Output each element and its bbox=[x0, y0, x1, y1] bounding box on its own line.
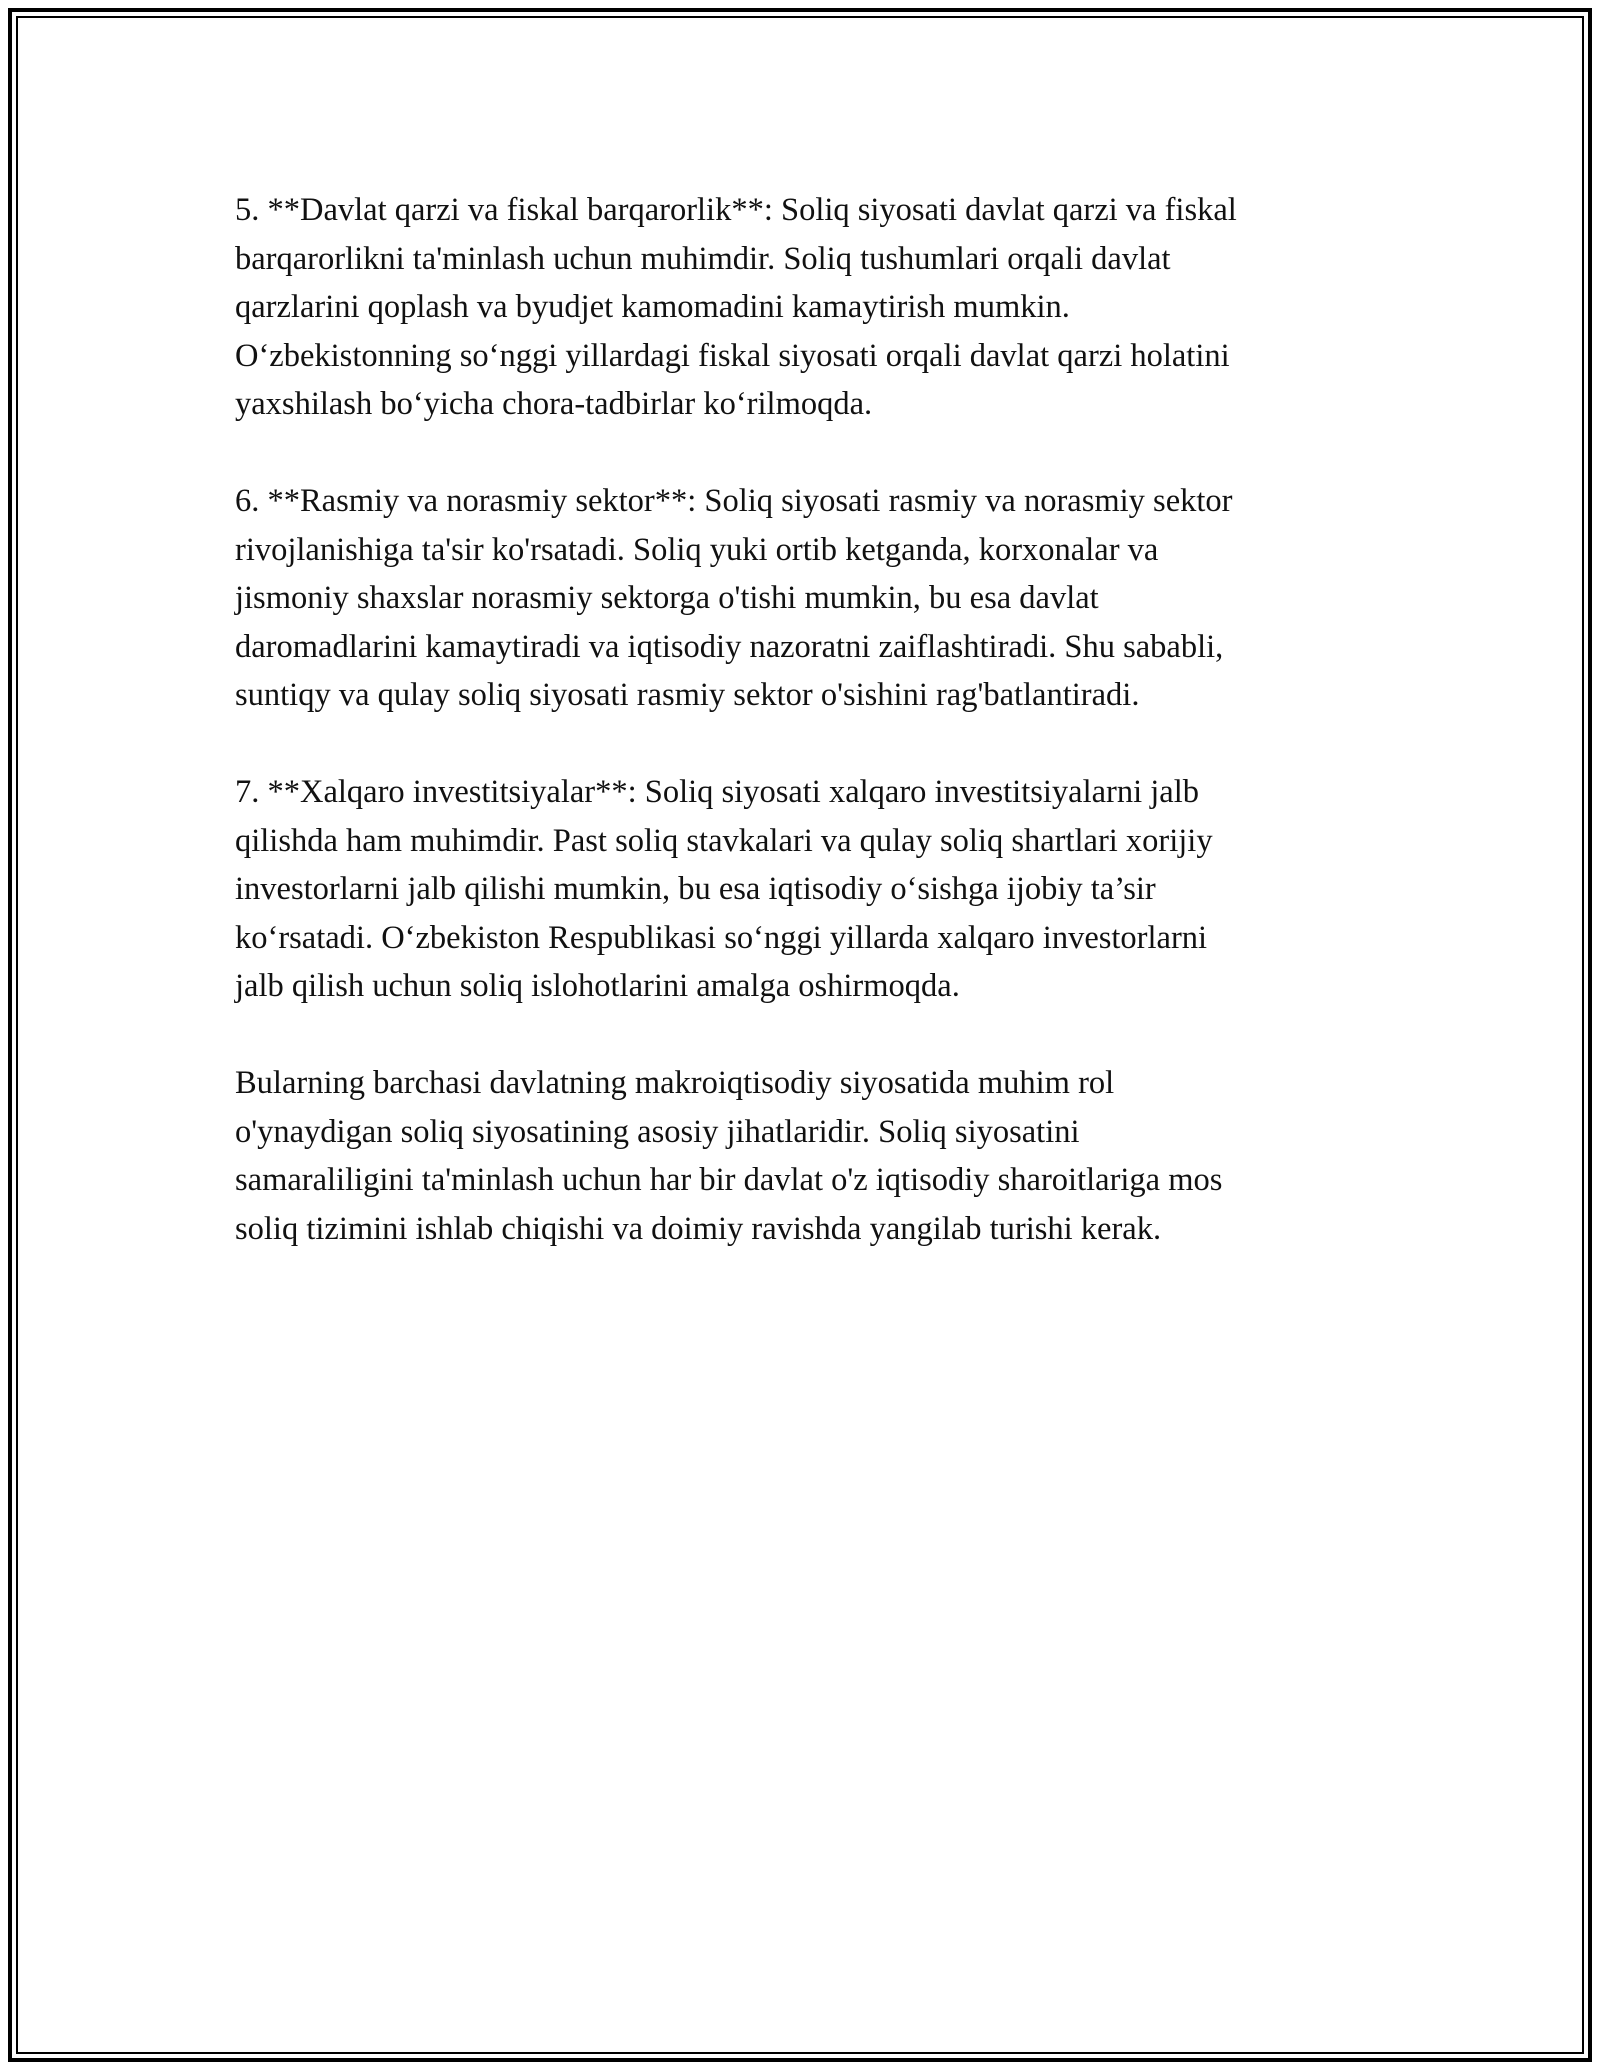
text-line: ko‘rsatadi. O‘zbekiston Respublikasi so‘nggi yillarda xalqaro investorlarni bbox=[235, 919, 1208, 956]
text-line: barqarorlikni ta'minlash uchun muhimdir. Soliq tushumlari orqali davlat bbox=[235, 240, 1171, 277]
text-line: qarzlarini qoplash va byudjet kamomadini kamaytirish mumkin. bbox=[235, 289, 1070, 325]
text-line: o'ynaydigan soliq siyosatining asosiy jihatlaridir. Soliq siyosatini bbox=[235, 1113, 1080, 1150]
text-line: 5. **Davlat qarzi va fiskal barqarorlik**: Soliq siyosati davlat qarzi va fiskal bbox=[235, 192, 1237, 228]
paragraph-rasmiy-sektor bbox=[235, 477, 1385, 720]
text-line: suntiqy va qulay soliq siyosati rasmiy sektor o'sishini rag'batlantiradi. bbox=[235, 677, 1140, 713]
text-line: 6. **Rasmiy va norasmiy sektor**: Soliq siyosati rasmiy va norasmiy sektor bbox=[235, 483, 1233, 519]
text-line: investorlarni jalb qilishi mumkin, bu esa iqtisodiy o‘sishga ijobiy ta’sir bbox=[235, 871, 1156, 907]
text-line: Bularning barchasi davlatning makroiqtisodiy siyosatida muhim rol bbox=[235, 1065, 1115, 1101]
text-line: daromadlarini kamaytiradi va iqtisodiy nazoratni zaiflashtiradi. Shu sababli, bbox=[235, 628, 1224, 665]
text-line: samaraliligini ta'minlash uchun har bir davlat o'z iqtisodiy sharoitlariga mos bbox=[235, 1162, 1223, 1198]
text-line: soliq tizimini ishlab chiqishi va doimiy ravishda yangilab turishi kerak. bbox=[235, 1210, 1162, 1247]
text-line: yaxshilash bo‘yicha chora-tadbirlar ko‘rilmoqda. bbox=[235, 386, 873, 422]
paragraph-conclusion bbox=[235, 1059, 1385, 1253]
text-line: jismoniy shaxslar norasmiy sektorga o'tishi mumkin, bu esa davlat bbox=[235, 580, 1099, 616]
text-line: O‘zbekistonning so‘nggi yillardagi fiskal siyosati orqali davlat qarzi holatini bbox=[235, 337, 1230, 374]
text-line: rivojlanishiga ta'sir ko'rsatadi. Soliq yuki ortib ketganda, korxonalar va bbox=[235, 531, 1159, 568]
text-line: 7. **Xalqaro investitsiyalar**: Soliq siyosati xalqaro investitsiyalarni jalb bbox=[235, 774, 1200, 810]
text-line: qilishda ham muhimdir. Past soliq stavkalari va qulay soliq shartlari xorijiy bbox=[235, 822, 1213, 859]
paragraph-xalqaro-investitsiyalar bbox=[235, 768, 1385, 1011]
paragraph-davlat-qarzi bbox=[235, 186, 1385, 429]
text-line: jalb qilish uchun soliq islohotlarini amalga oshirmoqda. bbox=[235, 968, 960, 1004]
document-body bbox=[235, 186, 1385, 1302]
